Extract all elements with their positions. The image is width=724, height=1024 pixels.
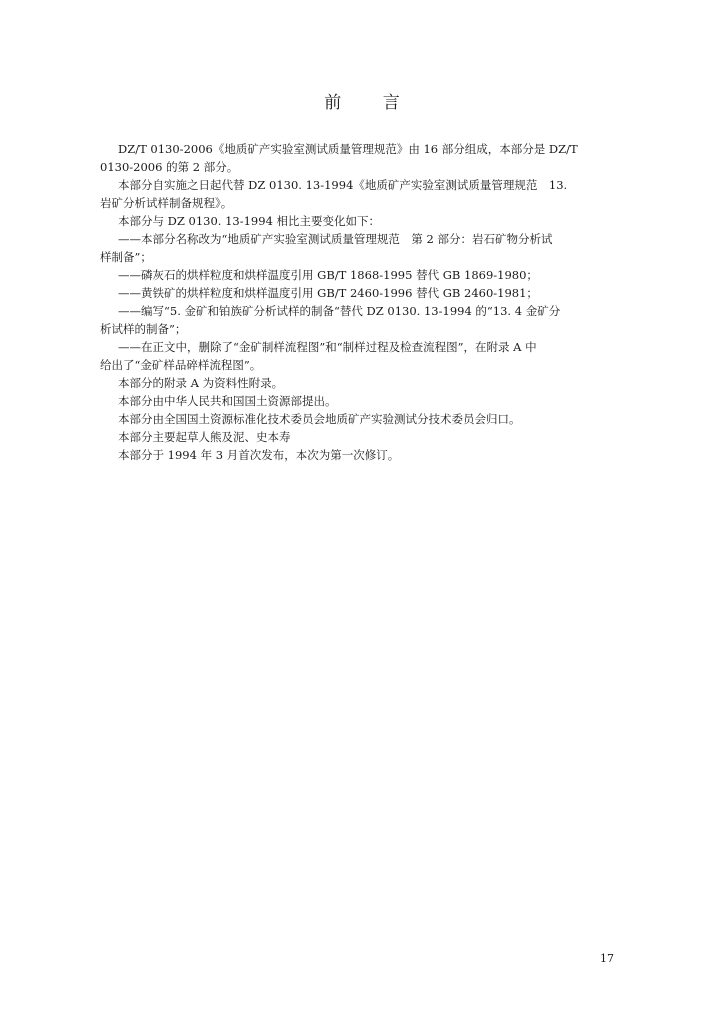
paragraph-line: 样制备”； — [100, 250, 152, 264]
page-number: 17 — [600, 952, 614, 965]
paragraph-line: 本部分的附录 A 为资料性附录。 — [118, 376, 284, 390]
paragraph-line: 本部分由中华人民共和国国土资源部提出。 — [118, 394, 337, 408]
paragraph-line: 给出了“金矿样品碎样流程图”。 — [100, 358, 262, 372]
paragraph-line: 本部分与 DZ 0130. 13-1994 相比主要变化如下： — [118, 214, 381, 228]
paragraph-line: ——本部分名称改为“地质矿产实验室测试质量管理规范 第 2 部分：岩石矿物分析试 — [118, 232, 553, 246]
paragraph-line: 岩矿分析试样制备规程》。 — [100, 196, 233, 210]
paragraph-line: ——黄铁矿的烘样粒度和烘样温度引用 GB/T 2460-1996 替代 GB 2460-1981； — [118, 286, 538, 300]
paragraph-line: ——在正文中，删除了“金矿制样流程图”和“制样过程及检查流程图”，在附录 A 中 — [118, 340, 537, 354]
paragraph-line: 本部分于 1994 年 3 月首次发布，本次为第一次修订。 — [118, 448, 400, 462]
paragraph-line: ——编写“5. 金矿和铂族矿分析试样的制备“替代 DZ 0130. 13-1994 的“13. 4 金矿分 — [118, 304, 561, 318]
paragraph-line: 本部分自实施之日起代替 DZ 0130. 13-1994《地质矿产实验室测试质量管理规范 13. — [118, 178, 568, 192]
paragraph-line: 0130-2006 的第 2 部分。 — [100, 160, 239, 174]
paragraph-line: ——磷灰石的烘样粒度和烘样温度引用 GB/T 1868-1995 替代 GB 1869-1980； — [118, 268, 538, 282]
foreword-body — [100, 140, 618, 464]
paragraph-line: 本部分主要起草人熊及泥、史本寿 — [118, 430, 291, 444]
paragraph-line: DZ/T 0130-2006《地质矿产实验室测试质量管理规范》由 16 部分组成，本部分是 DZ/T — [118, 142, 578, 156]
paragraph-line: 本部分由全国国土资源标准化技术委员会地质矿产实验测试分技术委员会归口。 — [118, 412, 521, 426]
page-title: 前 言 — [324, 93, 418, 113]
paragraph-line: 析试样的制备”； — [100, 322, 187, 336]
